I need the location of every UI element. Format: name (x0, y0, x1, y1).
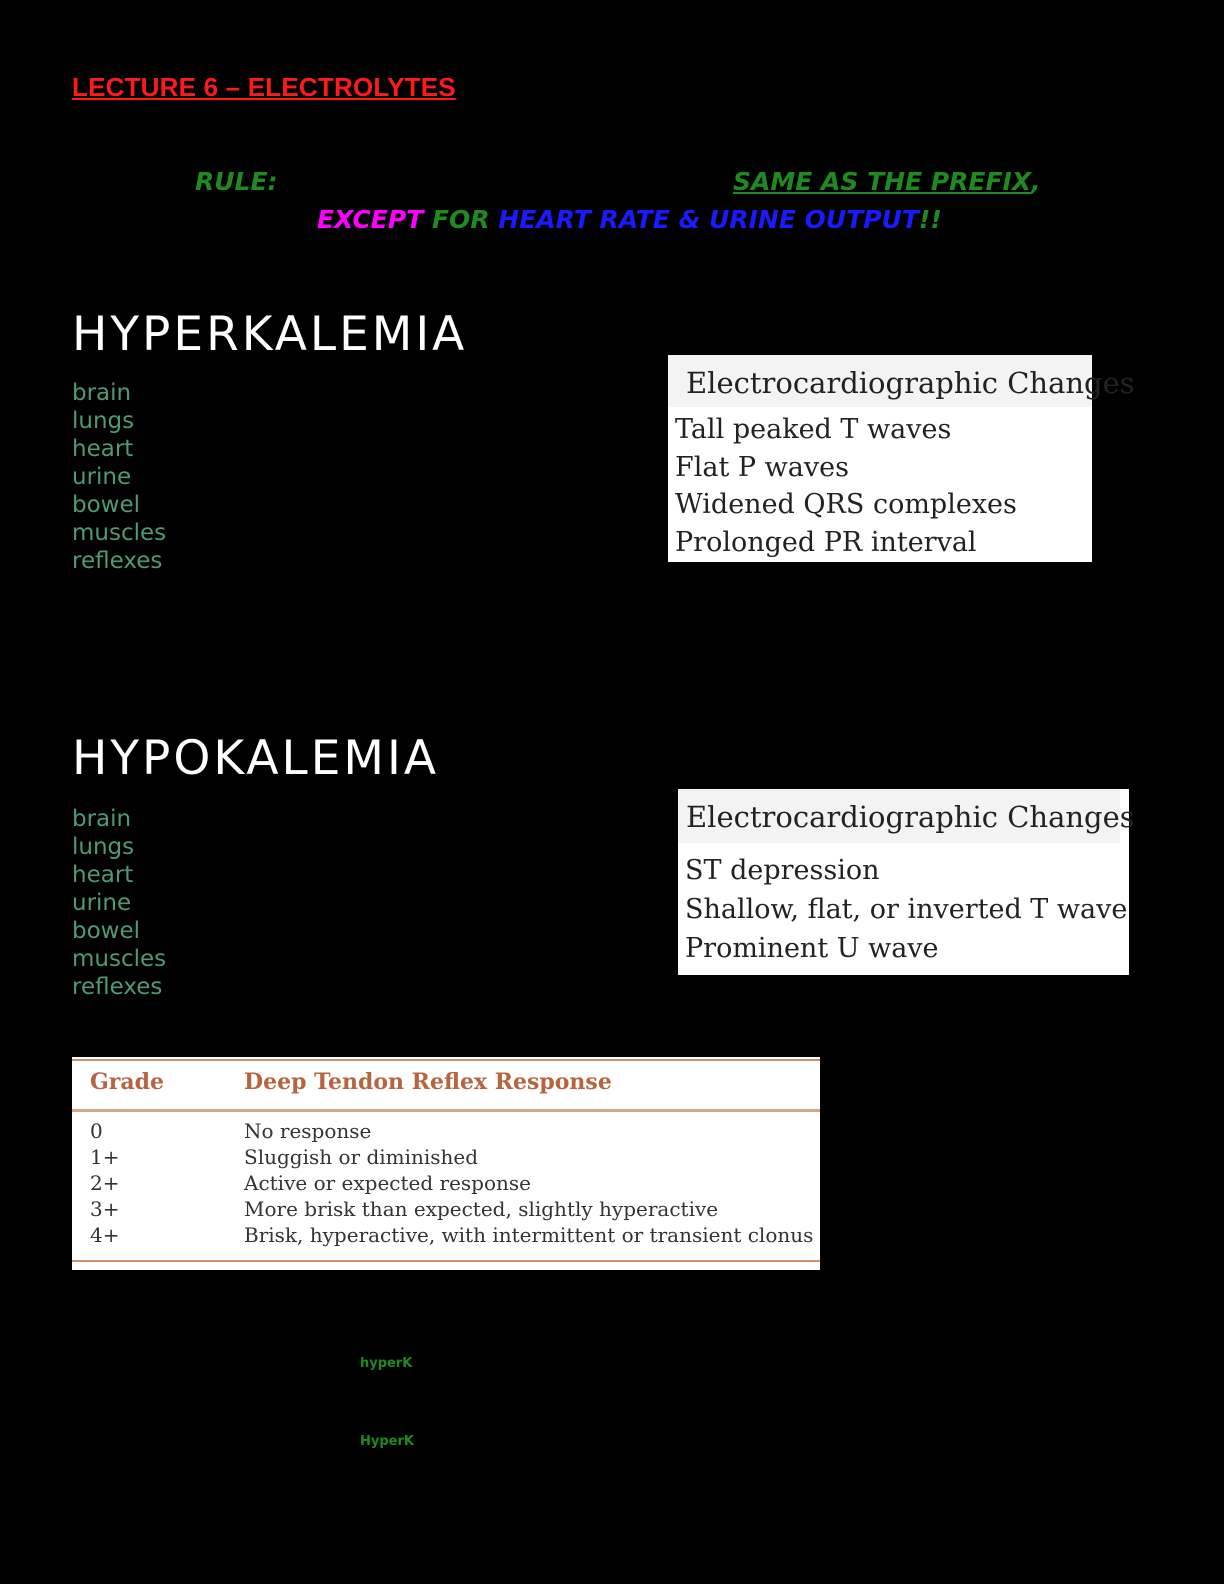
grade-cell: 4+ (90, 1223, 120, 1247)
ecg-table-row: Prolonged PR interval (675, 526, 977, 558)
rule-comma: , (1031, 167, 1041, 196)
grade-column-header: Grade (90, 1069, 165, 1095)
list-item: bowel (72, 918, 141, 944)
hypokalemia-systems-list (72, 805, 166, 1001)
grade-cell: 0 (90, 1119, 103, 1143)
rule-exceptions: HEART RATE & URINE OUTPUT (498, 205, 919, 234)
list-item: urine (72, 890, 132, 916)
ecg-table-row: Tall peaked T waves (675, 414, 952, 445)
list-item: brain (72, 806, 132, 832)
grade-cell: 1+ (90, 1145, 120, 1169)
ecg-table-header: Electrocardiographic Changes (678, 789, 1120, 843)
rule-same-text (733, 167, 1041, 196)
list-item: lungs (72, 834, 135, 860)
deep-tendon-reflex-table (72, 1057, 820, 1270)
list-item: muscles (72, 520, 167, 546)
response-cell: More brisk than expected, slightly hyperactive (244, 1197, 719, 1221)
hyperk-note: hyperK (360, 1356, 413, 1371)
rule-for-word: FOR (431, 205, 490, 234)
list-item: heart (72, 862, 134, 888)
response-cell: Sluggish or diminished (244, 1145, 479, 1169)
hyperkalemia-heading: HYPERKALEMIA (72, 307, 468, 362)
grade-cell: 3+ (90, 1197, 120, 1221)
list-item: bowel (72, 492, 141, 518)
ecg-table-header: Electrocardiographic Changes (668, 355, 1092, 407)
list-item: urine (72, 464, 132, 490)
ecg-table-row: Flat P waves (675, 451, 849, 483)
table-rule (72, 1109, 820, 1112)
page-title: LECTURE 6 – ELECTROLYTES (72, 72, 456, 102)
ecg-table-row: ST depression (685, 855, 880, 886)
response-column-header: Deep Tendon Reflex Response (244, 1069, 612, 1095)
list-item: muscles (72, 946, 167, 972)
list-item: reflexes (72, 974, 163, 1000)
hypokalemia-ecg-table (678, 789, 1135, 975)
rule-same-phrase: SAME AS THE PREFIX (733, 167, 1032, 196)
ecg-table-row: Prominent U wave (685, 933, 939, 964)
ecg-table-row: Widened QRS complexes (675, 489, 1017, 520)
hyperkalemia-systems-list (72, 379, 166, 575)
table-row (72, 1145, 820, 1171)
list-item: heart (72, 436, 134, 462)
table-row (72, 1119, 820, 1145)
table-row (72, 1223, 820, 1249)
response-cell: No response (244, 1119, 372, 1143)
rule-bang: !! (918, 205, 942, 234)
rule-except-line (317, 205, 942, 234)
rule-label: RULE: (195, 167, 278, 196)
ecg-table-row: Shallow, flat, or inverted T wave (685, 894, 1128, 925)
response-cell: Active or expected response (244, 1171, 532, 1195)
list-item: reflexes (72, 548, 163, 574)
list-item: lungs (72, 408, 135, 434)
grade-cell: 2+ (90, 1171, 120, 1195)
hyperk-note: HyperK (360, 1434, 414, 1449)
table-rule (72, 1059, 820, 1061)
hypokalemia-heading: HYPOKALEMIA (72, 731, 439, 786)
rule-except-word: EXCEPT (317, 205, 424, 234)
response-cell: Brisk, hyperactive, with intermittent or transient clonus (244, 1223, 814, 1247)
table-row (72, 1197, 820, 1223)
hyperkalemia-ecg-table (668, 355, 1135, 562)
table-row (72, 1171, 820, 1197)
table-rule (72, 1260, 820, 1262)
list-item: brain (72, 380, 132, 406)
